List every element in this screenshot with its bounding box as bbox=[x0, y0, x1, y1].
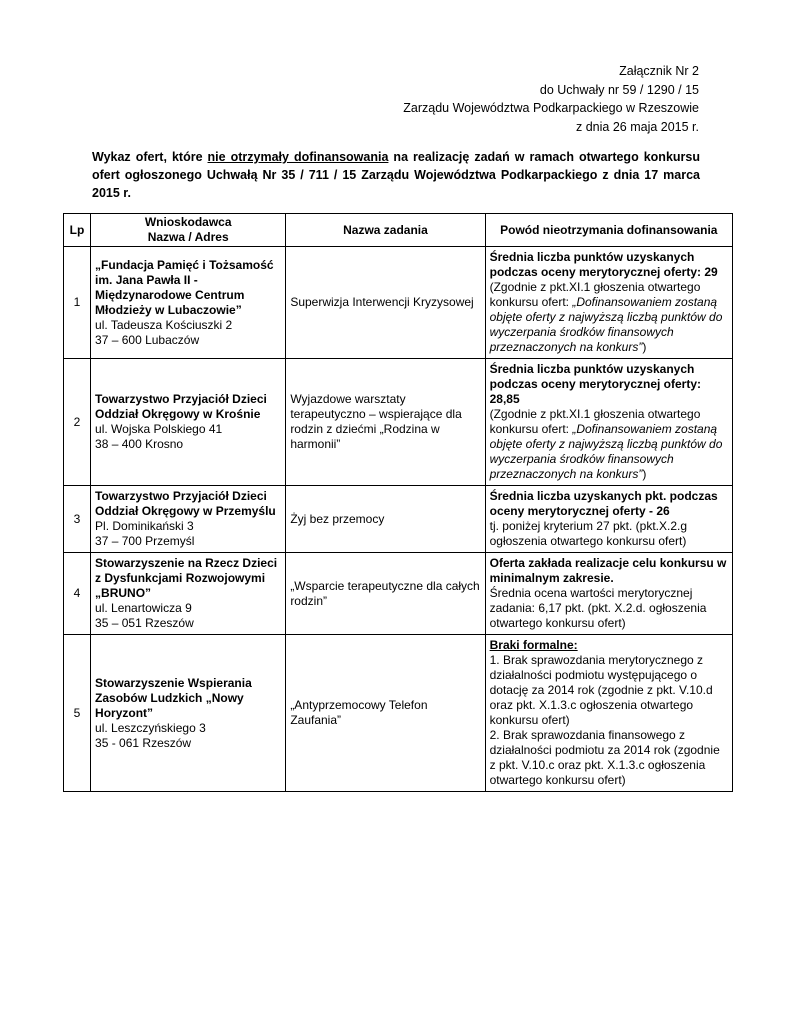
column-header-applicant: Wnioskodawca Nazwa / Adres bbox=[91, 214, 286, 247]
table-row bbox=[64, 553, 733, 635]
applicant-name: Towarzystwo Przyjaciół Dzieci Oddział Okręgowy w Krośnie bbox=[95, 392, 267, 421]
reason-score: Średnia liczba uzyskanych pkt. podczas oceny merytorycznej oferty - 26 bbox=[489, 489, 718, 518]
row-number: 1 bbox=[64, 247, 91, 359]
column-header-reason: Powód nieotrzymania dofinansowania bbox=[485, 214, 732, 247]
title-emphasis: nie otrzymały dofinansowania bbox=[207, 150, 389, 164]
reason-item: 1. Brak sprawozdania merytorycznego z działalności podmiotu występującego o dotację za 2014 rok (zgodnie z pkt. V.10.d oraz pkt. X.1.3.c ogłoszenia otwartego konkursu ofert) bbox=[489, 653, 713, 727]
reason-cell: Średnia liczba punktów uzyskanych podczas oceny merytorycznej oferty: 28,85 (Zgodnie z pkt.XI.1 głoszenia otwartego konkursu ofert: „Dofinansowaniem zostaną objęte oferty z najwyższą liczbą punktów do wyczerpania środków finansowych przeznaczonych na konkurs”) bbox=[485, 359, 732, 486]
reason-cell: Średnia liczba punktów uzyskanych podczas oceny merytorycznej oferty: 29 (Zgodnie z pkt.XI.1 głoszenia otwartego konkursu ofert: „Dofinansowaniem zostaną objęte oferty z najwyższą liczbą punktów do wyczerpania środków finansowych przeznaczonych na konkurs”) bbox=[485, 247, 732, 359]
reason-score: Średnia liczba punktów uzyskanych podczas oceny merytorycznej oferty: 29 bbox=[489, 250, 718, 279]
applicant-cell bbox=[91, 359, 286, 486]
applicant-cell bbox=[91, 635, 286, 792]
table-row bbox=[64, 486, 733, 553]
offers-table bbox=[63, 213, 733, 792]
table-header-row bbox=[64, 214, 733, 247]
reason-cell bbox=[485, 635, 732, 792]
row-number: 3 bbox=[64, 486, 91, 553]
applicant-street: ul. Tadeusza Kościuszki 2 bbox=[95, 317, 233, 332]
applicant-city: 35 - 061 Rzeszów bbox=[95, 735, 192, 750]
applicant-name: Stowarzyszenie Wspierania Zasobów Ludzkich „Nowy Horyzont” bbox=[95, 675, 252, 720]
task-name: „Wsparcie terapeutyczne dla całych rodzin” bbox=[286, 553, 485, 635]
row-number: 2 bbox=[64, 359, 91, 486]
resolution-number: do Uchwały nr 59 / 1290 / 15 bbox=[539, 82, 699, 97]
table-row bbox=[64, 247, 733, 359]
applicant-city: 35 – 051 Rzeszów bbox=[95, 616, 194, 630]
row-number: 4 bbox=[64, 553, 91, 635]
task-name: „Antyprzemocowy Telefon Zaufania” bbox=[286, 635, 485, 792]
task-name: Superwizja Interwencji Kryzysowej bbox=[286, 247, 485, 359]
reason-cell: Oferta zakłada realizacje celu konkursu w minimalnym zakresie. Średnia ocena wartości merytorycznej zadania: 6,17 pkt. (pkt. X.2.d. ogłoszenia otwartego konkursu ofert) bbox=[485, 553, 732, 635]
applicant-street: ul. Leszczyńskiego 3 bbox=[95, 720, 206, 735]
column-header-task: Nazwa zadania bbox=[286, 214, 485, 247]
applicant-city: 38 – 400 Krosno bbox=[95, 437, 184, 451]
task-name: Żyj bez przemocy bbox=[286, 486, 485, 553]
row-number: 5 bbox=[64, 635, 91, 792]
applicant-cell bbox=[91, 247, 286, 359]
applicant-cell bbox=[91, 553, 286, 635]
table-row bbox=[64, 635, 733, 792]
applicant-name: „Fundacja Pamięć i Tożsamość im. Jana Pawła II - Międzynarodowe Centrum Młodzieży w Lubaczowie” bbox=[95, 257, 274, 317]
reason-item: 2. Brak sprawozdania finansowego z działalności podmiotu za 2014 rok (zgodnie z pkt. V.10.c oraz pkt. X.1.3.c ogłoszenia otwartego konkursu ofert) bbox=[489, 728, 720, 787]
applicant-name: Towarzystwo Przyjaciół Dzieci Oddział Okręgowy w Przemyślu bbox=[95, 489, 276, 518]
task-name: Wyjazdowe warsztaty terapeutyczno – wspierające dla rodzin z dziećmi „Rodzina w harmonii” bbox=[286, 359, 485, 486]
column-header-lp: Lp bbox=[64, 214, 91, 247]
applicant-cell bbox=[91, 486, 286, 553]
applicant-name: Stowarzyszenie na Rzecz Dzieci z Dysfunkcjami Rozwojowymi „BRUNO” bbox=[95, 556, 278, 600]
applicant-city: 37 – 600 Lubaczów bbox=[95, 332, 200, 347]
applicant-city: 37 – 700 Przemyśl bbox=[95, 534, 195, 548]
applicant-street: ul. Wojska Polskiego 41 bbox=[95, 422, 223, 436]
issuing-board: Zarządu Województwa Podkarpackiego w Rzeszowie bbox=[403, 101, 699, 115]
resolution-date: z dnia 26 maja 2015 r. bbox=[576, 119, 699, 134]
reason-cell: Średnia liczba uzyskanych pkt. podczas oceny merytorycznej oferty - 26 tj. poniżej kryterium 27 pkt. (pkt.X.2.g ogłoszenia otwartego konkursu ofert) bbox=[485, 486, 732, 553]
reason-heading: Braki formalne: bbox=[489, 638, 578, 652]
table-row bbox=[64, 359, 733, 486]
reason-score: Średnia liczba punktów uzyskanych podczas oceny merytorycznej oferty: 28,85 bbox=[489, 362, 702, 406]
document-header bbox=[403, 62, 699, 136]
attachment-number: Załącznik Nr 2 bbox=[619, 64, 699, 78]
applicant-street: ul. Lenartowicza 9 bbox=[95, 601, 192, 615]
reason-summary: Oferta zakłada realizacje celu konkursu w minimalnym zakresie. bbox=[489, 556, 727, 585]
document-title: Wykaz ofert, które nie otrzymały dofinansowania na realizację zadań w ramach otwartego konkursu ofert ogłoszonego Uchwałą Nr 35 / 711 / 15 Zarządu Województwa Podkarpackiego z dnia 17 marca 2015 r. bbox=[92, 150, 700, 200]
applicant-street: Pl. Dominikański 3 bbox=[95, 519, 194, 533]
